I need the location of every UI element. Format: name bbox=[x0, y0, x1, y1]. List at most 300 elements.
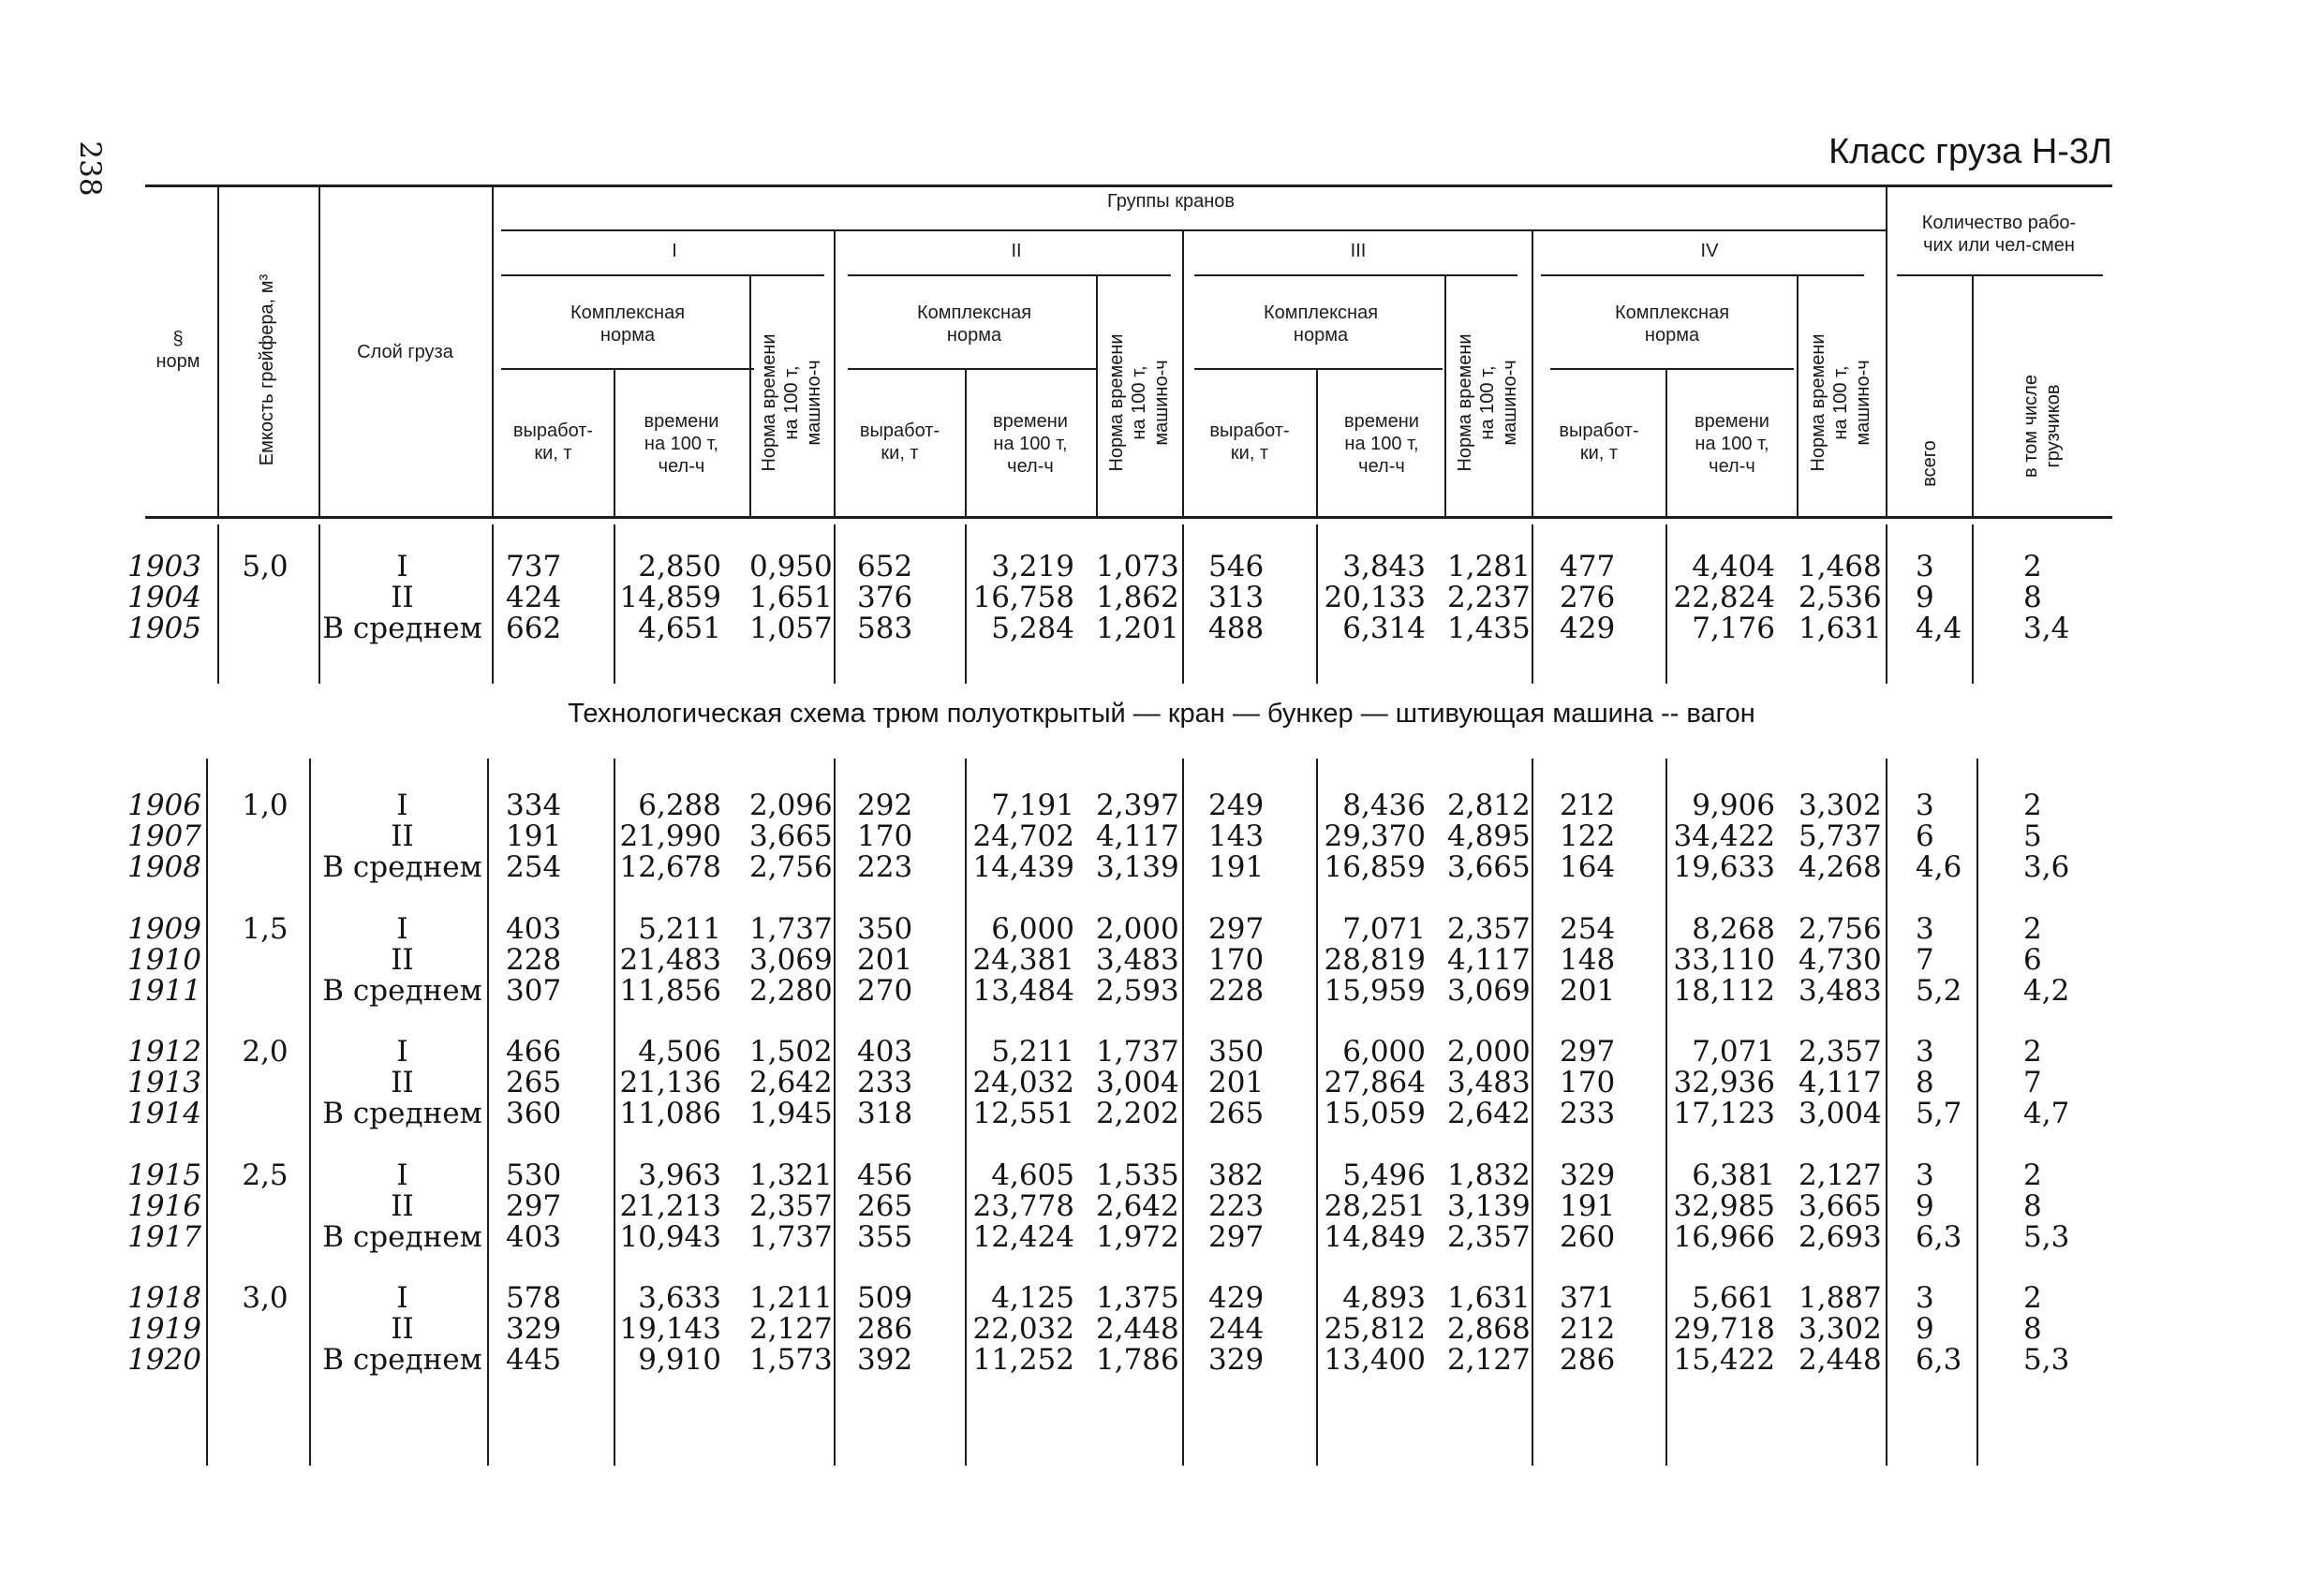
g4-output: 477 bbox=[1560, 550, 1616, 583]
grab-capacity: 2,5 bbox=[242, 1158, 289, 1192]
g2-time: 7,191 bbox=[991, 789, 1074, 822]
g4-machine: 2,448 bbox=[1799, 1343, 1882, 1377]
g2-output: 286 bbox=[857, 1312, 913, 1346]
cargo-layer: II bbox=[391, 819, 414, 853]
g1-output: 297 bbox=[506, 1189, 562, 1223]
norm-number: 1915 bbox=[127, 1158, 201, 1192]
g3-output: 201 bbox=[1208, 1066, 1265, 1099]
g3-time: 29,370 bbox=[1324, 819, 1426, 853]
g3-time: 3,843 bbox=[1342, 550, 1426, 583]
workers-total: 8 bbox=[1916, 1066, 1934, 1099]
header-complex-norm-3: Комплексная норма bbox=[1263, 302, 1379, 346]
workers-total: 6 bbox=[1916, 819, 1934, 853]
workers-loaders: 7 bbox=[2023, 1066, 2042, 1099]
g4-machine: 1,631 bbox=[1799, 612, 1882, 645]
page-number: 238 bbox=[73, 140, 107, 197]
g4-time: 7,176 bbox=[1692, 612, 1775, 645]
g3-output: 297 bbox=[1208, 1220, 1265, 1254]
g3-time: 13,400 bbox=[1324, 1343, 1426, 1377]
norm-number: 1910 bbox=[127, 943, 201, 977]
g2-output: 392 bbox=[857, 1343, 913, 1377]
workers-total: 9 bbox=[1916, 1189, 1934, 1223]
g3-output: 313 bbox=[1208, 581, 1265, 614]
g2-machine: 1,375 bbox=[1096, 1281, 1179, 1315]
g2-time: 5,284 bbox=[991, 612, 1074, 645]
g1-output: 228 bbox=[506, 943, 562, 977]
workers-total: 3 bbox=[1916, 789, 1934, 822]
g1-machine: 2,096 bbox=[749, 789, 833, 822]
scheme-caption: Технологическая схема трюм полуоткрытый — кран — бункер — штивующая машина -- вагон bbox=[568, 699, 1755, 729]
cargo-layer: В среднем bbox=[322, 850, 482, 884]
norm-number: 1914 bbox=[127, 1097, 201, 1130]
g4-output: 148 bbox=[1560, 943, 1616, 977]
g3-time: 16,859 bbox=[1324, 850, 1426, 884]
workers-total: 9 bbox=[1916, 1312, 1934, 1346]
workers-total: 7 bbox=[1916, 943, 1934, 977]
grab-capacity: 5,0 bbox=[242, 550, 289, 583]
g1-output: 334 bbox=[506, 789, 562, 822]
g3-time: 7,071 bbox=[1342, 912, 1426, 946]
g4-output: 164 bbox=[1560, 850, 1616, 884]
g2-time: 11,252 bbox=[972, 1343, 1074, 1377]
g3-output: 170 bbox=[1208, 943, 1265, 977]
g3-output: 265 bbox=[1208, 1097, 1265, 1130]
cargo-layer: II bbox=[391, 943, 414, 977]
g4-time: 33,110 bbox=[1673, 943, 1775, 977]
g3-machine: 4,117 bbox=[1447, 943, 1531, 977]
g4-machine: 3,302 bbox=[1799, 789, 1882, 822]
g4-machine: 4,117 bbox=[1799, 1066, 1882, 1099]
g2-time: 4,125 bbox=[991, 1281, 1074, 1315]
header-grab-capacity: Емкость грейфера, м³ bbox=[257, 273, 277, 466]
g2-output: 270 bbox=[857, 974, 913, 1008]
g4-time: 7,071 bbox=[1692, 1035, 1775, 1069]
norm-number: 1916 bbox=[127, 1189, 201, 1223]
g2-time: 24,702 bbox=[972, 819, 1074, 853]
g4-output: 191 bbox=[1560, 1189, 1616, 1223]
g1-time: 10,943 bbox=[619, 1220, 721, 1254]
table-top-rule bbox=[145, 184, 2112, 187]
cargo-layer: II bbox=[391, 1066, 414, 1099]
g3-time: 20,133 bbox=[1324, 581, 1426, 614]
header-time-2: времени на 100 т, чел-ч bbox=[993, 411, 1068, 477]
g1-time: 5,211 bbox=[638, 912, 721, 946]
g4-time: 17,123 bbox=[1673, 1097, 1775, 1130]
g2-output: 509 bbox=[857, 1281, 913, 1315]
g2-output: 376 bbox=[857, 581, 913, 614]
workers-total: 6,3 bbox=[1916, 1343, 1962, 1377]
workers-loaders: 4,2 bbox=[2023, 974, 2070, 1008]
header-group-2: II bbox=[1011, 241, 1022, 261]
g4-output: 212 bbox=[1560, 789, 1616, 822]
workers-loaders: 2 bbox=[2023, 789, 2042, 822]
g4-machine: 5,737 bbox=[1799, 819, 1882, 853]
norm-number: 1906 bbox=[127, 789, 201, 822]
g1-machine: 1,737 bbox=[749, 1220, 833, 1254]
g1-machine: 2,756 bbox=[749, 850, 833, 884]
grab-capacity: 1,0 bbox=[242, 789, 289, 822]
g2-output: 265 bbox=[857, 1189, 913, 1223]
g3-machine: 3,665 bbox=[1447, 850, 1531, 884]
g2-time: 4,605 bbox=[991, 1158, 1074, 1192]
g2-time: 3,219 bbox=[991, 550, 1074, 583]
g4-output: 233 bbox=[1560, 1097, 1616, 1130]
g4-machine: 3,302 bbox=[1799, 1312, 1882, 1346]
g3-output: 297 bbox=[1208, 912, 1265, 946]
g1-output: 265 bbox=[506, 1066, 562, 1099]
g1-machine: 2,642 bbox=[749, 1066, 833, 1099]
g3-output: 223 bbox=[1208, 1189, 1265, 1223]
workers-total: 3 bbox=[1916, 1281, 1934, 1315]
g4-time: 34,422 bbox=[1673, 819, 1775, 853]
workers-loaders: 5 bbox=[2023, 819, 2042, 853]
header-total: всего bbox=[1919, 440, 1940, 487]
norm-number: 1909 bbox=[127, 912, 201, 946]
header-bottom-rule bbox=[145, 516, 2112, 519]
g3-machine: 3,483 bbox=[1447, 1066, 1531, 1099]
g2-machine: 1,972 bbox=[1096, 1220, 1179, 1254]
g2-time: 6,000 bbox=[991, 912, 1074, 946]
workers-loaders: 6 bbox=[2023, 943, 2042, 977]
norm-number: 1907 bbox=[127, 819, 201, 853]
g4-output: 329 bbox=[1560, 1158, 1616, 1192]
header-group-1: I bbox=[672, 241, 677, 261]
g1-machine: 1,502 bbox=[749, 1035, 833, 1069]
g2-machine: 2,202 bbox=[1096, 1097, 1179, 1130]
g3-machine: 1,281 bbox=[1447, 550, 1531, 583]
g1-output: 307 bbox=[506, 974, 562, 1008]
g1-time: 9,910 bbox=[638, 1343, 721, 1377]
g2-machine: 1,535 bbox=[1096, 1158, 1179, 1192]
g4-time: 9,906 bbox=[1692, 789, 1775, 822]
g1-machine: 1,651 bbox=[749, 581, 833, 614]
g2-machine: 2,642 bbox=[1096, 1189, 1179, 1223]
g2-machine: 1,201 bbox=[1096, 612, 1179, 645]
header-complex-norm-4: Комплексная норма bbox=[1614, 302, 1730, 346]
g4-machine: 2,693 bbox=[1799, 1220, 1882, 1254]
g3-time: 6,000 bbox=[1342, 1035, 1426, 1069]
g4-machine: 4,730 bbox=[1799, 943, 1882, 977]
g1-machine: 2,280 bbox=[749, 974, 833, 1008]
g3-machine: 3,069 bbox=[1447, 974, 1531, 1008]
grab-capacity: 3,0 bbox=[242, 1281, 289, 1315]
g2-output: 456 bbox=[857, 1158, 913, 1192]
g3-output: 429 bbox=[1208, 1281, 1265, 1315]
g1-output: 445 bbox=[506, 1343, 562, 1377]
cargo-layer: II bbox=[391, 1189, 414, 1223]
g2-machine: 3,483 bbox=[1096, 943, 1179, 977]
header-group-3: III bbox=[1350, 241, 1367, 261]
g2-time: 12,551 bbox=[972, 1097, 1074, 1130]
g3-time: 28,819 bbox=[1324, 943, 1426, 977]
workers-total: 4,6 bbox=[1916, 850, 1962, 884]
g1-time: 21,483 bbox=[619, 943, 721, 977]
workers-total: 3 bbox=[1916, 1035, 1934, 1069]
header-machine-time-4: Норма времени на 100 т, машино-ч bbox=[1808, 333, 1873, 472]
g4-time: 32,936 bbox=[1673, 1066, 1775, 1099]
header-machine-time-2: Норма времени на 100 т, машино-ч bbox=[1106, 333, 1172, 472]
norm-number: 1903 bbox=[127, 550, 201, 583]
workers-loaders: 8 bbox=[2023, 1312, 2042, 1346]
g4-output: 276 bbox=[1560, 581, 1616, 614]
g2-output: 233 bbox=[857, 1066, 913, 1099]
header-complex-norm-1: Комплексная норма bbox=[570, 302, 686, 346]
workers-loaders: 2 bbox=[2023, 550, 2042, 583]
g2-machine: 2,397 bbox=[1096, 789, 1179, 822]
g4-time: 15,422 bbox=[1673, 1343, 1775, 1377]
g4-time: 18,112 bbox=[1673, 974, 1775, 1008]
workers-loaders: 2 bbox=[2023, 912, 2042, 946]
g2-output: 350 bbox=[857, 912, 913, 946]
g1-output: 403 bbox=[506, 1220, 562, 1254]
workers-total: 9 bbox=[1916, 581, 1934, 614]
g1-time: 3,633 bbox=[638, 1281, 721, 1315]
header-workers-count: Количество рабо- чих или чел-смен bbox=[1921, 213, 2077, 256]
g3-output: 244 bbox=[1208, 1312, 1265, 1346]
g2-machine: 1,737 bbox=[1096, 1035, 1179, 1069]
workers-total: 3 bbox=[1916, 1158, 1934, 1192]
g1-output: 254 bbox=[506, 850, 562, 884]
workers-total: 4,4 bbox=[1916, 612, 1962, 645]
g1-output: 578 bbox=[506, 1281, 562, 1315]
header-loaders: в том числе грузчиков bbox=[2021, 375, 2064, 478]
workers-loaders: 3,6 bbox=[2023, 850, 2070, 884]
workers-total: 5,7 bbox=[1916, 1097, 1962, 1130]
g3-output: 546 bbox=[1208, 550, 1265, 583]
g2-output: 355 bbox=[857, 1220, 913, 1254]
g4-machine: 2,756 bbox=[1799, 912, 1882, 946]
workers-loaders: 5,3 bbox=[2023, 1220, 2070, 1254]
cargo-layer: I bbox=[396, 1035, 408, 1069]
g4-output: 260 bbox=[1560, 1220, 1616, 1254]
g4-machine: 3,483 bbox=[1799, 974, 1882, 1008]
cargo-layer: I bbox=[396, 789, 408, 822]
g2-time: 14,439 bbox=[972, 850, 1074, 884]
cargo-layer: II bbox=[391, 581, 414, 614]
g1-output: 403 bbox=[506, 912, 562, 946]
g4-machine: 2,127 bbox=[1799, 1158, 1882, 1192]
g3-machine: 2,868 bbox=[1447, 1312, 1531, 1346]
workers-loaders: 4,7 bbox=[2023, 1097, 2070, 1130]
g1-time: 19,143 bbox=[619, 1312, 721, 1346]
g4-machine: 1,468 bbox=[1799, 550, 1882, 583]
g3-output: 350 bbox=[1208, 1035, 1265, 1069]
g1-output: 360 bbox=[506, 1097, 562, 1130]
g2-machine: 1,073 bbox=[1096, 550, 1179, 583]
g1-time: 4,651 bbox=[638, 612, 721, 645]
g4-time: 5,661 bbox=[1692, 1281, 1775, 1315]
g2-output: 201 bbox=[857, 943, 913, 977]
g4-time: 19,633 bbox=[1673, 850, 1775, 884]
cargo-layer: I bbox=[396, 550, 408, 583]
g3-time: 4,893 bbox=[1342, 1281, 1426, 1315]
g1-machine: 3,069 bbox=[749, 943, 833, 977]
g2-machine: 2,000 bbox=[1096, 912, 1179, 946]
workers-total: 5,2 bbox=[1916, 974, 1962, 1008]
g1-time: 4,506 bbox=[638, 1035, 721, 1069]
g3-output: 249 bbox=[1208, 789, 1265, 822]
g4-output: 371 bbox=[1560, 1281, 1616, 1315]
header-machine-time-3: Норма времени на 100 т, машино-ч bbox=[1455, 333, 1520, 472]
g2-machine: 1,786 bbox=[1096, 1343, 1179, 1377]
g3-time: 27,864 bbox=[1324, 1066, 1426, 1099]
g3-time: 15,959 bbox=[1324, 974, 1426, 1008]
cargo-layer: I bbox=[396, 1281, 408, 1315]
norm-number: 1905 bbox=[127, 612, 201, 645]
g2-time: 22,032 bbox=[972, 1312, 1074, 1346]
g1-time: 21,213 bbox=[619, 1189, 721, 1223]
header-output-2: выработ- ки, т bbox=[859, 420, 940, 464]
g4-time: 6,381 bbox=[1692, 1158, 1775, 1192]
g1-machine: 2,357 bbox=[749, 1189, 833, 1223]
g2-machine: 1,862 bbox=[1096, 581, 1179, 614]
g1-output: 530 bbox=[506, 1158, 562, 1192]
g3-output: 191 bbox=[1208, 850, 1265, 884]
g2-time: 5,211 bbox=[991, 1035, 1074, 1069]
g4-machine: 3,665 bbox=[1799, 1189, 1882, 1223]
workers-loaders: 8 bbox=[2023, 1189, 2042, 1223]
g2-time: 24,032 bbox=[972, 1066, 1074, 1099]
g4-time: 16,966 bbox=[1673, 1220, 1775, 1254]
workers-total: 3 bbox=[1916, 550, 1934, 583]
g4-time: 8,268 bbox=[1692, 912, 1775, 946]
g1-time: 21,990 bbox=[619, 819, 721, 853]
norm-number: 1911 bbox=[127, 974, 201, 1008]
g1-time: 21,136 bbox=[619, 1066, 721, 1099]
g1-time: 11,086 bbox=[619, 1097, 721, 1130]
grab-capacity: 1,5 bbox=[242, 912, 289, 946]
g2-time: 23,778 bbox=[972, 1189, 1074, 1223]
g3-machine: 2,127 bbox=[1447, 1343, 1531, 1377]
header-norm-no: § норм bbox=[155, 329, 200, 372]
g4-output: 254 bbox=[1560, 912, 1616, 946]
g2-machine: 2,593 bbox=[1096, 974, 1179, 1008]
g1-output: 191 bbox=[506, 819, 562, 853]
g2-output: 652 bbox=[857, 550, 913, 583]
cargo-layer: I bbox=[396, 1158, 408, 1192]
g1-machine: 1,573 bbox=[749, 1343, 833, 1377]
norm-number: 1918 bbox=[127, 1281, 201, 1315]
g3-machine: 3,139 bbox=[1447, 1189, 1531, 1223]
g1-time: 3,963 bbox=[638, 1158, 721, 1192]
g2-machine: 3,139 bbox=[1096, 850, 1179, 884]
header-group-4: IV bbox=[1700, 241, 1719, 261]
g1-output: 424 bbox=[506, 581, 562, 614]
g2-machine: 4,117 bbox=[1096, 819, 1179, 853]
cargo-layer: В среднем bbox=[322, 1343, 482, 1377]
grab-capacity: 2,0 bbox=[242, 1035, 289, 1069]
g1-time: 14,859 bbox=[619, 581, 721, 614]
cargo-layer: В среднем bbox=[322, 612, 482, 645]
header-output-4: выработ- ки, т bbox=[1559, 420, 1639, 464]
norm-number: 1920 bbox=[127, 1343, 201, 1377]
g2-output: 170 bbox=[857, 819, 913, 853]
g3-machine: 1,435 bbox=[1447, 612, 1531, 645]
g3-machine: 2,357 bbox=[1447, 912, 1531, 946]
g1-machine: 1,737 bbox=[749, 912, 833, 946]
workers-total: 6,3 bbox=[1916, 1220, 1962, 1254]
workers-loaders: 8 bbox=[2023, 581, 2042, 614]
g4-output: 201 bbox=[1560, 974, 1616, 1008]
norm-number: 1919 bbox=[127, 1312, 201, 1346]
workers-loaders: 5,3 bbox=[2023, 1343, 2070, 1377]
workers-loaders: 2 bbox=[2023, 1158, 2042, 1192]
workers-loaders: 3,4 bbox=[2023, 612, 2070, 645]
norm-number: 1908 bbox=[127, 850, 201, 884]
workers-loaders: 2 bbox=[2023, 1281, 2042, 1315]
g4-time: 22,824 bbox=[1673, 581, 1775, 614]
g1-time: 12,678 bbox=[619, 850, 721, 884]
g3-output: 228 bbox=[1208, 974, 1265, 1008]
g4-output: 429 bbox=[1560, 612, 1616, 645]
g3-machine: 1,832 bbox=[1447, 1158, 1531, 1192]
g1-time: 6,288 bbox=[638, 789, 721, 822]
g4-machine: 1,887 bbox=[1799, 1281, 1882, 1315]
norm-number: 1912 bbox=[127, 1035, 201, 1069]
cargo-layer: I bbox=[396, 912, 408, 946]
g1-machine: 2,127 bbox=[749, 1312, 833, 1346]
g3-output: 488 bbox=[1208, 612, 1265, 645]
g4-machine: 2,536 bbox=[1799, 581, 1882, 614]
g2-machine: 2,448 bbox=[1096, 1312, 1179, 1346]
g4-time: 29,718 bbox=[1673, 1312, 1775, 1346]
cargo-layer: В среднем bbox=[322, 1220, 482, 1254]
g1-output: 662 bbox=[506, 612, 562, 645]
g3-machine: 2,812 bbox=[1447, 789, 1531, 822]
g3-time: 14,849 bbox=[1324, 1220, 1426, 1254]
page-title: Класс груза Н-3Л bbox=[1828, 132, 2112, 171]
g3-output: 382 bbox=[1208, 1158, 1265, 1192]
g4-time: 32,985 bbox=[1673, 1189, 1775, 1223]
header-cargo-layer: Слой груза bbox=[357, 342, 453, 362]
g3-time: 6,314 bbox=[1342, 612, 1426, 645]
cargo-layer: II bbox=[391, 1312, 414, 1346]
g3-machine: 4,895 bbox=[1447, 819, 1531, 853]
g2-time: 13,484 bbox=[972, 974, 1074, 1008]
g3-machine: 2,357 bbox=[1447, 1220, 1531, 1254]
g1-time: 11,856 bbox=[619, 974, 721, 1008]
header-output-3: выработ- ки, т bbox=[1209, 420, 1290, 464]
g2-output: 403 bbox=[857, 1035, 913, 1069]
g1-output: 737 bbox=[506, 550, 562, 583]
header-output-1: выработ- ки, т bbox=[512, 420, 594, 464]
g3-time: 15,059 bbox=[1324, 1097, 1426, 1130]
g4-time: 4,404 bbox=[1692, 550, 1775, 583]
g4-output: 122 bbox=[1560, 819, 1616, 853]
norm-number: 1913 bbox=[127, 1066, 201, 1099]
g2-output: 318 bbox=[857, 1097, 913, 1130]
g3-output: 329 bbox=[1208, 1343, 1265, 1377]
header-machine-time-1: Норма времени на 100 т, машино-ч bbox=[759, 333, 824, 472]
g1-machine: 1,321 bbox=[749, 1158, 833, 1192]
g3-machine: 2,642 bbox=[1447, 1097, 1531, 1130]
g1-machine: 1,945 bbox=[749, 1097, 833, 1130]
g1-machine: 1,211 bbox=[749, 1281, 833, 1315]
g4-output: 286 bbox=[1560, 1343, 1616, 1377]
g1-machine: 3,665 bbox=[749, 819, 833, 853]
norm-number: 1917 bbox=[127, 1220, 201, 1254]
header-complex-norm-2: Комплексная норма bbox=[916, 302, 1032, 346]
g4-output: 170 bbox=[1560, 1066, 1616, 1099]
g1-output: 329 bbox=[506, 1312, 562, 1346]
header-time-1: времени на 100 т, чел-ч bbox=[644, 411, 719, 477]
header-time-4: времени на 100 т, чел-ч bbox=[1695, 411, 1769, 477]
g2-time: 12,424 bbox=[972, 1220, 1074, 1254]
g3-machine: 2,237 bbox=[1447, 581, 1531, 614]
g3-time: 25,812 bbox=[1324, 1312, 1426, 1346]
header-time-3: времени на 100 т, чел-ч bbox=[1344, 411, 1419, 477]
g2-output: 292 bbox=[857, 789, 913, 822]
